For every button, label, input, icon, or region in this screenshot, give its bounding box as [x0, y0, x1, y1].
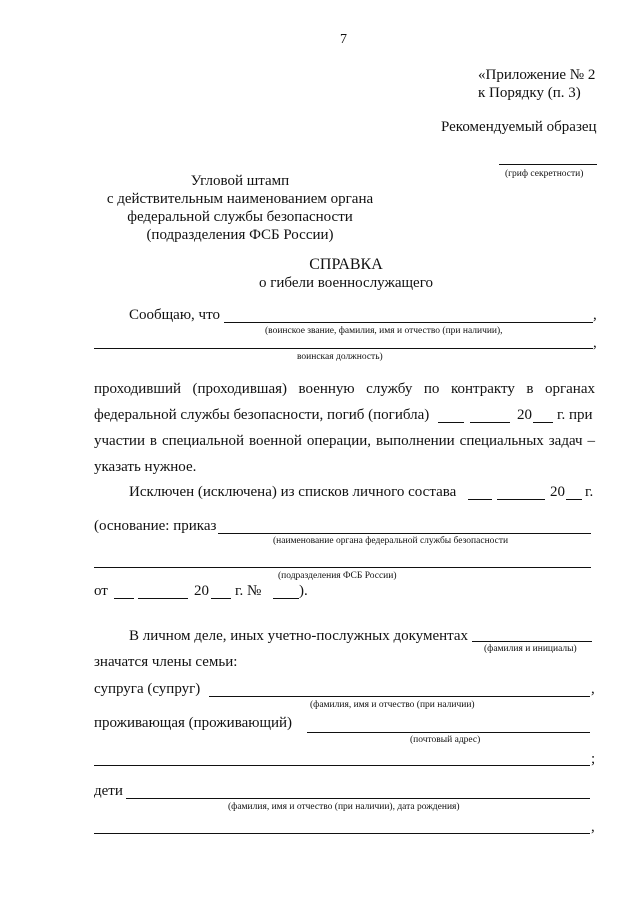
address-semicolon: ;: [591, 751, 596, 767]
address-line-2: [94, 765, 590, 766]
surname-initials-line: [472, 641, 592, 642]
address-caption: (почтовый адрес): [410, 735, 481, 745]
order-day-line: [114, 598, 134, 599]
spouse-caption: (фамилия, имя и отчество (при наличии): [310, 700, 475, 710]
excluded-year-prefix: 20: [550, 484, 565, 500]
children-line-2: [94, 833, 590, 834]
personal-file-text: В личном деле, иных учетно-послужных документах: [129, 628, 469, 644]
order-year-prefix: 20: [194, 583, 209, 599]
page-number: 7: [340, 32, 347, 47]
spouse-comma: ,: [591, 681, 595, 697]
order-from: от: [94, 583, 108, 599]
body-line-1: проходивший (проходившая) военную службу по контракту в органах: [94, 381, 595, 397]
report-comma: ,: [593, 307, 597, 323]
stamp-line-3: федеральной службы безопасности: [127, 209, 353, 225]
body-line-3: участии в специальной военной операции, выполнении специальных задач –: [94, 433, 595, 449]
children-lead: дети: [94, 783, 123, 799]
body-line-2-end: г. при: [557, 407, 593, 423]
annex-title: «Приложение № 2: [478, 67, 596, 83]
order-month-line: [138, 598, 188, 599]
document-subtitle: о гибели военнослужащего: [259, 275, 433, 291]
death-month-line: [470, 422, 510, 423]
name-caption: (воинское звание, фамилия, имя и отчество (при наличии),: [265, 326, 503, 336]
annex-reference: к Порядку (п. 3): [478, 85, 581, 101]
surname-initials-caption: (фамилия и инициалы): [484, 644, 577, 654]
secrecy-caption: (гриф секретности): [505, 169, 584, 179]
order-authority-line: [218, 533, 591, 534]
family-members-label: значатся члены семьи:: [94, 654, 238, 670]
death-day-line: [438, 422, 464, 423]
order-unit-line: [94, 567, 591, 568]
body-line-2-start: федеральной службы безопасности, погиб (погибла): [94, 407, 430, 423]
name-line: [224, 322, 593, 323]
stamp-line-1: Угловой штамп: [190, 173, 290, 189]
spouse-lead: супруга (супруг): [94, 681, 201, 697]
order-end: ).: [299, 583, 308, 599]
report-lead: Сообщаю, что: [129, 307, 220, 323]
position-caption: воинская должность): [297, 352, 383, 362]
residing-lead: проживающая (проживающий): [94, 715, 293, 731]
stamp-line-4: (подразделения ФСБ России): [146, 227, 334, 243]
excluded-year-line: [566, 499, 582, 500]
order-unit-caption: (подразделения ФСБ России): [278, 571, 397, 581]
death-year-line: [533, 422, 553, 423]
basis-lead: (основание: приказ: [94, 518, 217, 534]
position-line: [94, 348, 593, 349]
death-year-prefix: 20: [517, 407, 532, 423]
order-year-line: [211, 598, 231, 599]
recommended-sample: Рекомендуемый образец: [441, 119, 597, 135]
secrecy-line: [499, 164, 597, 165]
children-caption: (фамилия, имя и отчество (при наличии), дата рождения): [228, 802, 460, 812]
excluded-suffix: г.: [585, 484, 594, 500]
document-title: СПРАВКА: [309, 256, 383, 273]
excluded-day-line: [468, 499, 492, 500]
position-comma: ,: [593, 335, 597, 351]
stamp-line-2: с действительным наименованием органа: [106, 191, 374, 207]
order-authority-caption: (наименование органа федеральной службы безопасности: [273, 536, 509, 546]
order-number-label: г. №: [235, 583, 262, 599]
spouse-line: [209, 696, 590, 697]
excluded-month-line: [497, 499, 545, 500]
address-line-1: [307, 732, 590, 733]
children-comma: ,: [591, 819, 595, 835]
body-line-4: указать нужное.: [94, 459, 197, 475]
excluded-text: Исключен (исключена) из списков личного состава: [129, 484, 457, 500]
order-number-line: [273, 598, 299, 599]
children-line-1: [126, 798, 590, 799]
